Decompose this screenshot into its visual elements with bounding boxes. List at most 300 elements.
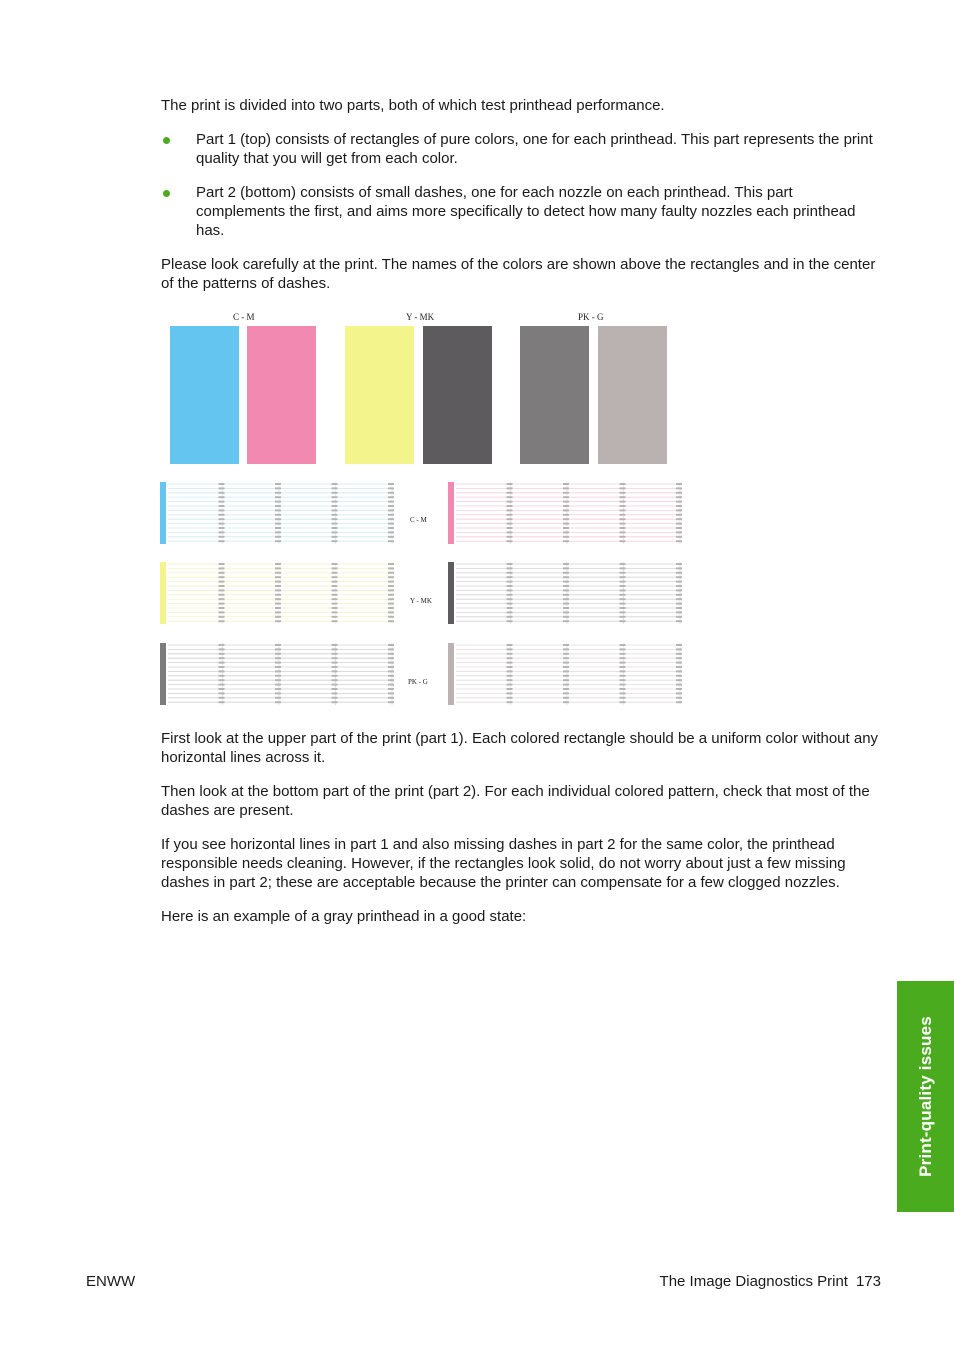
nozzle-number-mark	[275, 523, 281, 525]
nozzle-number-mark	[676, 576, 682, 578]
nozzle-number-mark	[507, 675, 513, 677]
nozzle-number-mark	[620, 527, 626, 529]
nozzle-number-mark	[332, 492, 338, 494]
nozzle-number-mark	[563, 487, 569, 489]
nozzle-number-mark	[275, 527, 281, 529]
nozzle-number-mark	[388, 648, 394, 650]
nozzle-number-mark	[275, 540, 281, 542]
nozzle-number-mark	[676, 670, 682, 672]
nozzle-number-mark	[332, 563, 338, 565]
nozzle-number-mark	[676, 679, 682, 681]
nozzle-number-mark	[388, 653, 394, 655]
nozzle-number-mark	[507, 679, 513, 681]
nozzle-number-mark	[563, 531, 569, 533]
nozzle-number-mark	[620, 585, 626, 587]
nozzle-number-mark	[507, 684, 513, 686]
nozzle-number-mark	[563, 523, 569, 525]
nozzle-number-mark	[388, 576, 394, 578]
nozzle-number-mark	[332, 523, 338, 525]
nozzle-number-mark	[219, 620, 225, 622]
nozzle-number-mark	[563, 581, 569, 583]
nozzle-number-mark	[332, 581, 338, 583]
nozzle-number-mark	[219, 594, 225, 596]
nozzle-number-mark	[332, 697, 338, 699]
nozzle-number-mark	[507, 572, 513, 574]
nozzle-number-mark	[676, 492, 682, 494]
nozzle-number-mark	[563, 701, 569, 703]
nozzle-number-mark	[676, 563, 682, 565]
nozzle-number-mark	[676, 505, 682, 507]
nozzle-number-mark	[219, 501, 225, 503]
nozzle-number-mark	[388, 492, 394, 494]
nozzle-number-mark	[275, 670, 281, 672]
nozzle-number-mark	[219, 648, 225, 650]
nozzle-number-mark	[620, 648, 626, 650]
nozzle-number-mark	[620, 589, 626, 591]
nozzle-number-mark	[275, 603, 281, 605]
nozzle-number-mark	[332, 662, 338, 664]
nozzle-number-mark	[219, 598, 225, 600]
nozzle-number-mark	[219, 644, 225, 646]
nozzle-number-mark	[388, 501, 394, 503]
footer-right	[660, 1272, 881, 1291]
nozzle-number-mark	[332, 644, 338, 646]
nozzle-number-mark	[332, 684, 338, 686]
nozzle-number-mark	[563, 572, 569, 574]
nozzle-number-mark	[676, 567, 682, 569]
bullet-text: Part 1 (top) consists of rectangles of pure colors, one for each printhead. This part represents the print quality that you will get from each color.	[196, 131, 873, 167]
nozzle-number-mark	[332, 572, 338, 574]
nozzle-number-mark	[219, 688, 225, 690]
nozzle-number-mark	[507, 536, 513, 538]
nozzle-number-mark	[620, 701, 626, 703]
nozzle-number-mark	[388, 585, 394, 587]
nozzle-number-mark	[507, 701, 513, 703]
nozzle-number-mark	[388, 536, 394, 538]
page-number: 173	[855, 1273, 881, 1290]
main-content	[161, 96, 883, 308]
nozzle-number-mark	[563, 620, 569, 622]
pair-label-c-m: C - M	[233, 312, 255, 322]
nozzle-number-mark	[275, 616, 281, 618]
nozzle-number-mark	[219, 657, 225, 659]
nozzle-number-mark	[507, 697, 513, 699]
nozzle-number-mark	[388, 616, 394, 618]
nozzle-number-mark	[676, 603, 682, 605]
nozzle-number-mark	[676, 598, 682, 600]
nozzle-number-mark	[332, 648, 338, 650]
nozzle-number-mark	[676, 644, 682, 646]
nozzle-number-mark	[620, 594, 626, 596]
nozzle-number-mark	[620, 514, 626, 516]
nozzle-number-mark	[275, 653, 281, 655]
look-note-paragraph: Please look carefully at the print. The names of the colors are shown above the rectangles and in the center of the patterns of dashes.	[161, 256, 876, 292]
nozzle-number-mark	[275, 576, 281, 578]
nozzle-number-mark	[676, 536, 682, 538]
nozzle-number-mark	[563, 576, 569, 578]
nozzle-number-mark	[388, 540, 394, 542]
nozzle-number-mark	[507, 527, 513, 529]
nozzle-number-mark	[620, 679, 626, 681]
nozzle-number-mark	[275, 514, 281, 516]
nozzle-number-mark	[676, 657, 682, 659]
bullet-dot-icon	[163, 190, 170, 197]
pattern-color-bar	[160, 562, 166, 624]
nozzle-number-mark	[620, 644, 626, 646]
nozzle-number-mark	[332, 589, 338, 591]
nozzle-number-mark	[388, 518, 394, 520]
nozzle-number-mark	[563, 607, 569, 609]
nozzle-number-mark	[563, 611, 569, 613]
nozzle-number-mark	[275, 607, 281, 609]
nozzle-number-mark	[275, 644, 281, 646]
side-tab-label: Print-quality issues	[916, 1016, 936, 1177]
nozzle-number-mark	[676, 607, 682, 609]
nozzle-number-mark	[620, 509, 626, 511]
nozzle-number-mark	[332, 496, 338, 498]
nozzle-number-mark	[388, 496, 394, 498]
nozzle-number-mark	[563, 662, 569, 664]
nozzle-number-mark	[219, 653, 225, 655]
nozzle-number-mark	[275, 662, 281, 664]
nozzle-number-mark	[563, 563, 569, 565]
nozzle-number-mark	[676, 501, 682, 503]
nozzle-number-mark	[676, 648, 682, 650]
nozzle-number-mark	[275, 487, 281, 489]
nozzle-number-mark	[219, 585, 225, 587]
nozzle-number-mark	[676, 692, 682, 694]
nozzle-number-mark	[219, 611, 225, 613]
nozzle-number-mark	[676, 611, 682, 613]
nozzle-number-mark	[563, 616, 569, 618]
nozzle-number-mark	[388, 603, 394, 605]
nozzle-number-mark	[332, 598, 338, 600]
nozzle-number-mark	[507, 598, 513, 600]
nozzle-number-mark	[563, 589, 569, 591]
nozzle-number-mark	[563, 684, 569, 686]
nozzle-number-mark	[620, 662, 626, 664]
nozzle-number-mark	[507, 487, 513, 489]
nozzle-number-mark	[563, 657, 569, 659]
nozzle-number-mark	[275, 684, 281, 686]
nozzle-number-mark	[563, 483, 569, 485]
nozzle-number-mark	[275, 697, 281, 699]
nozzle-number-mark	[620, 670, 626, 672]
pattern-label-y-mk: Y - MK	[410, 597, 432, 605]
nozzle-number-mark	[275, 688, 281, 690]
nozzle-number-mark	[563, 527, 569, 529]
footer-left-label: ENWW	[86, 1273, 136, 1290]
nozzle-number-mark	[388, 505, 394, 507]
pattern-color-bar	[160, 643, 166, 705]
nozzle-number-mark	[275, 701, 281, 703]
nozzle-number-mark	[388, 567, 394, 569]
nozzle-number-mark	[507, 567, 513, 569]
nozzle-number-mark	[507, 589, 513, 591]
nozzle-number-mark	[332, 509, 338, 511]
nozzle-number-mark	[275, 657, 281, 659]
nozzle-number-mark	[507, 644, 513, 646]
nozzle-number-mark	[620, 536, 626, 538]
nozzle-number-mark	[563, 496, 569, 498]
bullet-dot-icon	[163, 137, 170, 144]
bullet-text: Part 2 (bottom) consists of small dashes, one for each nozzle on each printhead. This part complements the first, and aims more specifically to detect how many faulty nozzles each printhead has.	[196, 184, 856, 239]
nozzle-number-mark	[275, 501, 281, 503]
nozzle-number-mark	[332, 518, 338, 520]
nozzle-number-mark	[332, 567, 338, 569]
nozzle-number-mark	[507, 657, 513, 659]
nozzle-number-mark	[219, 505, 225, 507]
nozzle-number-mark	[507, 514, 513, 516]
nozzle-number-mark	[620, 653, 626, 655]
nozzle-number-mark	[620, 616, 626, 618]
nozzle-number-mark	[275, 536, 281, 538]
nozzle-number-mark	[507, 666, 513, 668]
nozzle-number-mark	[620, 692, 626, 694]
nozzle-number-mark	[676, 531, 682, 533]
nozzle-number-mark	[676, 620, 682, 622]
nozzle-number-mark	[563, 679, 569, 681]
cleaning-paragraph: If you see horizontal lines in part 1 and also missing dashes in part 2 for the same color, the printhead responsible needs cleaning. However, if the rectangles look solid, do not worry about just a few missing dashes in part 2; these are acceptable because the printer can compensate for a few clogged nozzles.	[161, 836, 846, 891]
nozzle-number-mark	[507, 581, 513, 583]
nozzle-number-mark	[563, 670, 569, 672]
nozzle-number-mark	[507, 692, 513, 694]
nozzle-number-mark	[275, 666, 281, 668]
nozzle-number-mark	[219, 616, 225, 618]
nozzle-number-mark	[275, 675, 281, 677]
nozzle-number-mark	[563, 688, 569, 690]
nozzle-number-mark	[620, 518, 626, 520]
nozzle-dash-patterns	[160, 300, 684, 710]
nozzle-number-mark	[676, 496, 682, 498]
nozzle-number-mark	[507, 576, 513, 578]
nozzle-number-mark	[388, 611, 394, 613]
nozzle-number-mark	[507, 531, 513, 533]
nozzle-number-mark	[332, 536, 338, 538]
nozzle-number-mark	[507, 563, 513, 565]
nozzle-number-mark	[563, 505, 569, 507]
nozzle-number-mark	[332, 679, 338, 681]
nozzle-number-mark	[507, 616, 513, 618]
nozzle-number-mark	[388, 675, 394, 677]
nozzle-number-mark	[620, 620, 626, 622]
nozzle-number-mark	[219, 572, 225, 574]
pattern-color-bar	[160, 482, 166, 544]
nozzle-number-mark	[219, 662, 225, 664]
nozzle-number-mark	[676, 675, 682, 677]
nozzle-number-mark	[219, 684, 225, 686]
nozzle-number-mark	[563, 585, 569, 587]
nozzle-number-mark	[388, 670, 394, 672]
chapter-side-tab[interactable]	[897, 981, 954, 1212]
nozzle-number-mark	[332, 585, 338, 587]
nozzle-number-mark	[332, 688, 338, 690]
nozzle-number-mark	[507, 662, 513, 664]
pattern-label-c-m: C - M	[410, 516, 427, 524]
nozzle-number-mark	[620, 607, 626, 609]
nozzle-number-mark	[563, 518, 569, 520]
nozzle-number-mark	[388, 692, 394, 694]
nozzle-number-mark	[332, 666, 338, 668]
nozzle-number-mark	[676, 518, 682, 520]
nozzle-number-mark	[620, 492, 626, 494]
nozzle-number-mark	[507, 540, 513, 542]
nozzle-number-mark	[507, 585, 513, 587]
nozzle-number-mark	[275, 518, 281, 520]
diagnostics-print-figure	[160, 300, 684, 710]
nozzle-number-mark	[275, 589, 281, 591]
nozzle-number-mark	[388, 594, 394, 596]
nozzle-number-mark	[332, 692, 338, 694]
nozzle-number-mark	[332, 531, 338, 533]
nozzle-number-mark	[219, 514, 225, 516]
nozzle-number-mark	[332, 505, 338, 507]
nozzle-number-mark	[507, 688, 513, 690]
part2-paragraph: Then look at the bottom part of the print (part 2). For each individual colored pattern, check that most of the dashes are present.	[161, 783, 870, 819]
nozzle-number-mark	[676, 483, 682, 485]
nozzle-number-mark	[620, 666, 626, 668]
nozzle-number-mark	[507, 505, 513, 507]
nozzle-number-mark	[563, 536, 569, 538]
bullet-list	[161, 130, 883, 240]
nozzle-number-mark	[219, 679, 225, 681]
nozzle-number-mark	[388, 527, 394, 529]
nozzle-number-mark	[507, 483, 513, 485]
nozzle-number-mark	[388, 688, 394, 690]
nozzle-number-mark	[507, 603, 513, 605]
nozzle-number-mark	[388, 607, 394, 609]
nozzle-number-mark	[620, 581, 626, 583]
nozzle-number-mark	[620, 531, 626, 533]
nozzle-number-mark	[275, 505, 281, 507]
nozzle-number-mark	[620, 675, 626, 677]
nozzle-number-mark	[332, 527, 338, 529]
nozzle-number-mark	[507, 611, 513, 613]
nozzle-number-mark	[388, 679, 394, 681]
nozzle-number-mark	[219, 527, 225, 529]
nozzle-number-mark	[676, 540, 682, 542]
list-item	[161, 130, 883, 168]
nozzle-number-mark	[507, 492, 513, 494]
nozzle-number-mark	[563, 603, 569, 605]
pattern-label-pk-g: PK - G	[408, 678, 428, 686]
nozzle-number-mark	[676, 509, 682, 511]
nozzle-number-mark	[332, 483, 338, 485]
nozzle-number-mark	[507, 501, 513, 503]
nozzle-number-mark	[275, 594, 281, 596]
part1-paragraph: First look at the upper part of the print (part 1). Each colored rectangle should be a uniform color without any horizontal lines across it.	[161, 730, 879, 766]
nozzle-number-mark	[676, 701, 682, 703]
nozzle-number-mark	[219, 483, 225, 485]
nozzle-number-mark	[219, 567, 225, 569]
nozzle-number-mark	[563, 692, 569, 694]
nozzle-number-mark	[388, 581, 394, 583]
nozzle-number-mark	[219, 701, 225, 703]
nozzle-number-mark	[219, 589, 225, 591]
nozzle-number-mark	[219, 523, 225, 525]
nozzle-number-mark	[332, 514, 338, 516]
nozzle-number-mark	[388, 509, 394, 511]
nozzle-number-mark	[620, 657, 626, 659]
nozzle-number-mark	[219, 666, 225, 668]
nozzle-number-mark	[219, 509, 225, 511]
nozzle-number-mark	[620, 684, 626, 686]
pattern-color-bar	[448, 643, 454, 705]
nozzle-number-mark	[563, 492, 569, 494]
nozzle-number-mark	[219, 531, 225, 533]
nozzle-number-mark	[388, 701, 394, 703]
nozzle-number-mark	[275, 679, 281, 681]
nozzle-number-mark	[563, 653, 569, 655]
nozzle-number-mark	[219, 675, 225, 677]
nozzle-number-mark	[332, 657, 338, 659]
intro-paragraph: The print is divided into two parts, both of which test printhead performance.	[161, 97, 665, 114]
nozzle-number-mark	[219, 536, 225, 538]
nozzle-number-mark	[676, 666, 682, 668]
nozzle-number-mark	[332, 620, 338, 622]
nozzle-number-mark	[219, 496, 225, 498]
nozzle-number-mark	[219, 692, 225, 694]
pattern-color-bar	[448, 562, 454, 624]
nozzle-number-mark	[388, 523, 394, 525]
pair-label-pk-g: PK - G	[578, 312, 604, 322]
nozzle-number-mark	[620, 611, 626, 613]
nozzle-number-mark	[275, 563, 281, 565]
nozzle-number-mark	[332, 603, 338, 605]
nozzle-number-mark	[676, 594, 682, 596]
nozzle-number-mark	[507, 594, 513, 596]
nozzle-number-mark	[507, 653, 513, 655]
nozzle-number-mark	[563, 567, 569, 569]
nozzle-number-mark	[388, 598, 394, 600]
nozzle-number-mark	[275, 496, 281, 498]
nozzle-number-mark	[620, 483, 626, 485]
nozzle-number-mark	[676, 585, 682, 587]
nozzle-number-mark	[388, 589, 394, 591]
nozzle-number-mark	[620, 501, 626, 503]
nozzle-number-mark	[620, 697, 626, 699]
nozzle-number-mark	[275, 572, 281, 574]
nozzle-number-mark	[388, 697, 394, 699]
nozzle-number-mark	[620, 598, 626, 600]
nozzle-number-mark	[676, 527, 682, 529]
nozzle-number-mark	[563, 697, 569, 699]
nozzle-number-mark	[275, 692, 281, 694]
pair-label-y-mk: Y - MK	[406, 312, 435, 322]
nozzle-number-mark	[275, 567, 281, 569]
nozzle-number-mark	[507, 509, 513, 511]
nozzle-number-mark	[332, 653, 338, 655]
nozzle-number-mark	[275, 620, 281, 622]
nozzle-number-mark	[388, 563, 394, 565]
nozzle-number-mark	[388, 666, 394, 668]
nozzle-number-mark	[275, 598, 281, 600]
nozzle-number-mark	[676, 697, 682, 699]
nozzle-number-mark	[563, 501, 569, 503]
nozzle-number-mark	[676, 684, 682, 686]
nozzle-number-mark	[275, 581, 281, 583]
list-item	[161, 183, 883, 240]
nozzle-number-mark	[332, 670, 338, 672]
nozzle-number-mark	[275, 585, 281, 587]
nozzle-number-mark	[219, 581, 225, 583]
nozzle-number-mark	[676, 589, 682, 591]
nozzle-number-mark	[332, 675, 338, 677]
nozzle-number-mark	[620, 563, 626, 565]
nozzle-number-mark	[563, 648, 569, 650]
nozzle-number-mark	[219, 518, 225, 520]
nozzle-number-mark	[332, 616, 338, 618]
